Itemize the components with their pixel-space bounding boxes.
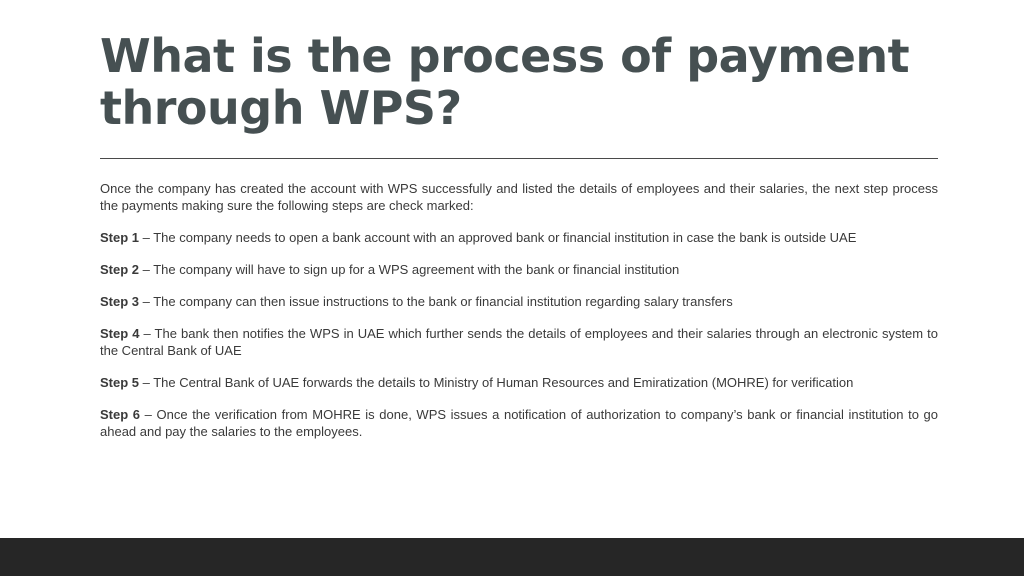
step-3-text: – The company can then issue instructions to the bank or financial institution regarding salary transfers [139, 294, 733, 309]
step-6-text: – Once the verification from MOHRE is done, WPS issues a notification of authorization to company’s bank or financial institution to go ahead and pay the salaries to the employees. [100, 407, 939, 439]
step-1-text: – The company needs to open a bank account with an approved bank or financial institution in case the bank is outside UAE [139, 230, 857, 245]
step-1-label: Step 1 [100, 230, 140, 245]
step-2-paragraph [100, 261, 938, 278]
step-6-paragraph [100, 406, 938, 440]
step-2-label: Step 2 [100, 262, 140, 277]
step-3-label: Step 3 [100, 294, 140, 309]
slide-title: What is the process of payment through WPS? [100, 29, 910, 135]
step-4-paragraph [100, 325, 938, 359]
step-5-label: Step 5 [100, 375, 140, 390]
step-1-paragraph [100, 229, 938, 246]
title-divider [100, 158, 938, 159]
step-3-paragraph [100, 293, 938, 310]
intro-paragraph: Once the company has created the account with WPS successfully and listed the details of employees and their salaries, the next step process the payments making sure the following steps are check marked: [100, 181, 938, 213]
step-2-text: – The company will have to sign up for a WPS agreement with the bank or financial institution [139, 262, 680, 277]
step-5-text: – The Central Bank of UAE forwards the details to Ministry of Human Resources and Emiratization (MOHRE) for verification [139, 375, 854, 390]
step-6-label: Step 6 [100, 407, 141, 422]
step-4-label: Step 4 [100, 326, 140, 341]
step-4-text: – The bank then notifies the WPS in UAE which further sends the details of employees and their salaries through an electronic system to the Central Bank of UAE [100, 326, 939, 358]
step-5-paragraph [100, 374, 938, 391]
slide-body [100, 180, 938, 455]
footer-bar [0, 538, 1024, 576]
